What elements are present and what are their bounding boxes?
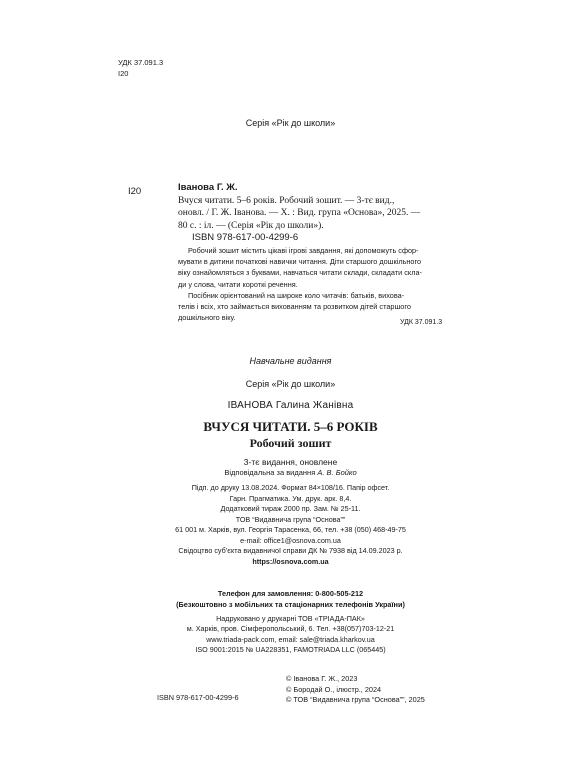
udk-code: УДК 37.091.3 xyxy=(118,58,164,67)
annotation xyxy=(178,245,458,323)
tech-line: Підп. до друку 13.08.2024. Формат 84×108/16. Папір офсет. xyxy=(191,483,390,492)
publisher-name: ТОВ “Видавнича група “Основа”” xyxy=(235,515,346,524)
udk-bottom: УДК 37.091.3 xyxy=(400,319,443,326)
bibliographic-record xyxy=(178,182,458,245)
record-line: оновл. / Г. Ж. Іванова. — Х. : Вид. група «Основа», 2025. — xyxy=(178,208,421,219)
publisher-line: 61 001 м. Харків, вул. Георгія Тарасенка, 66, тел. +38 (050) 468-49-75 xyxy=(175,525,406,535)
copyright-line: © Бородай О., ілюстр., 2024 xyxy=(286,684,382,694)
annotation-line: телів і всіх, хто займається вихованням та розвитком дітей старшого xyxy=(178,302,411,312)
printer-line: Надруковано у друкарні ТОВ «ТРІАДА-ПАК» xyxy=(216,614,365,623)
udk-top-block xyxy=(118,57,163,79)
record-isbn: ISBN 978-617-00-4299-6 xyxy=(192,232,299,244)
printer-line: www.triada-pack.com, email: sale@triada.kharkov.ua xyxy=(206,634,375,644)
copyright-line: © Іванова Г. Ж., 2023 xyxy=(286,674,358,683)
book-title: ВЧУСЯ ЧИТАТИ. 5–6 РОКІВ xyxy=(203,419,378,434)
copyright-block xyxy=(286,674,425,706)
record-line: Вчуся читати. 5–6 років. Робочий зошит. — 3-тє вид., xyxy=(178,195,395,206)
responsible-editor xyxy=(0,468,581,477)
imprint-author: ІВАНОВА Галина Жанівна xyxy=(227,400,354,411)
edition-type: Навчальне видання xyxy=(249,356,332,366)
printer-info xyxy=(0,614,581,656)
tech-line: Гарн. Прагматика. Ум. друк. арк. 8,4. xyxy=(229,493,352,503)
copyright-line: © ТОВ “Видавнича група “Основа””, 2025 xyxy=(286,695,425,705)
record-author: Іванова Г. Ж. xyxy=(178,182,238,193)
technical-data xyxy=(0,483,581,515)
series-title: Серія «Рік до школи» xyxy=(245,118,336,128)
printer-line: ISO 9001:2015 № UA228351, FAMOTRIADA LLC (065445) xyxy=(195,645,386,655)
catalog-code: І20 xyxy=(118,69,129,78)
book-subtitle: Робочий зошит xyxy=(249,436,332,450)
annotation-line: Робочий зошит містить цікаві ігрові завдання, які допоможуть сфор- xyxy=(188,246,419,255)
order-info xyxy=(0,589,581,610)
publisher-line: Свідоцтво суб’єкта видавничої справи ДК № 7938 від 14.09.2023 р. xyxy=(178,546,403,556)
record-line: 80 с. : іл. — (Серія «Рік до школи»). xyxy=(178,220,324,231)
publisher-line: e-mail: office1@osnova.com.ua xyxy=(240,535,341,545)
annotation-line: Посібник орієнтований на широке коло читачів: батьків, вихова- xyxy=(188,290,405,300)
printer-line: м. Харків, пров. Сімферопольський, 6. Тел. +38(057)703-12-21 xyxy=(186,624,395,634)
annotation-line: ди у слова, читати короткі речення. xyxy=(178,279,298,289)
responsible-label: Відповідальна за видання xyxy=(224,468,316,477)
publisher-info xyxy=(0,515,581,567)
imprint-series: Серія «Рік до школи» xyxy=(245,379,336,389)
edition-info: 3-тє видання, оновлене xyxy=(243,457,338,467)
order-line: (Безкоштовно з мобільних та стаціонарних телефонів України) xyxy=(176,599,405,609)
annotation-line: дошкільного віку. xyxy=(178,313,236,323)
annotation-line: мувати в дитини початкові навички читання. Діти старшого дошкільного xyxy=(178,257,422,267)
publisher-website: https://osnova.com.ua xyxy=(252,556,329,566)
tech-line: Додатковий тираж 2000 пр. Зам. № 25-11. xyxy=(220,504,361,514)
footer-isbn: ISBN 978-617-00-4299-6 xyxy=(157,693,239,702)
annotation-line: віку ознайомляться з буквами, навчаться читати склади, складати скла- xyxy=(178,268,422,278)
order-line: Телефон для замовлення: 0-800-505-212 xyxy=(217,589,364,598)
catalog-index: І20 xyxy=(128,186,142,197)
responsible-name: А. В. Бойко xyxy=(317,468,357,477)
